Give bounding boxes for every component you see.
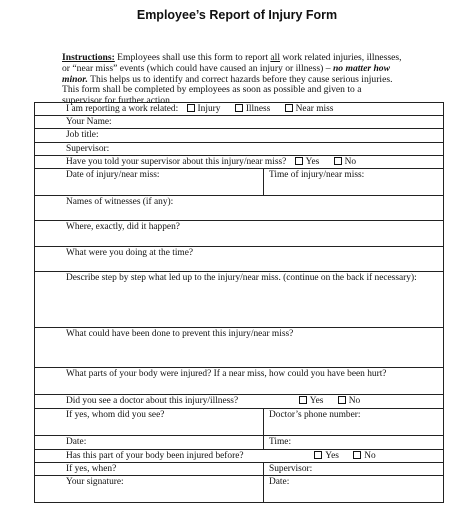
row-injured-before (35, 450, 444, 463)
row-see-doctor (35, 395, 444, 409)
whom-see-label: If yes, whom did you see? (66, 410, 165, 420)
instructions-text-3: This helps us to identify and correct hazards before they cause serious injuries. This form shall be completed by employees as soon as possible and given to a supervisor for further action. (62, 73, 393, 107)
option-near-miss-label: Near miss (295, 104, 334, 114)
form-title: Employee’s Report of Injury Form (136, 8, 338, 22)
see-doctor-question: Did you see a doctor about this injury/illness? (66, 396, 239, 406)
injured-before-yes[interactable] (308, 451, 339, 461)
reporting-type-label: I am reporting a work related: (66, 104, 179, 114)
time-of-injury-label: Time of injury/near miss: (269, 170, 365, 180)
time-of-injury-field[interactable] (264, 169, 444, 196)
witnesses-field[interactable] (35, 196, 444, 221)
row-body-parts (35, 368, 444, 395)
illness-checkbox[interactable] (235, 104, 243, 112)
where-field[interactable] (35, 221, 444, 247)
witnesses-label: Names of witnesses (if any): (66, 197, 174, 207)
injured-before-no-label: No (364, 451, 376, 461)
told-supervisor-question: Have you told your supervisor about this injury/near miss? (66, 157, 287, 167)
describe-label: Describe step by step what led up to the injury/near miss. (continue on the back if necessary): (66, 273, 417, 283)
row-date-time (35, 169, 444, 196)
row-signature (35, 476, 444, 503)
date-of-injury-label: Date of injury/near miss: (66, 170, 160, 180)
row-told-supervisor (35, 156, 444, 169)
row-whom-see (35, 409, 444, 436)
option-near-miss[interactable] (279, 104, 334, 114)
option-injury[interactable] (181, 104, 221, 114)
row-job-title (35, 129, 444, 143)
whom-see-field[interactable] (35, 409, 264, 436)
row-describe (35, 272, 444, 328)
where-label: Where, exactly, did it happen? (66, 222, 180, 232)
your-name-label: Your Name: (66, 117, 112, 127)
option-illness-label: Illness (245, 104, 271, 114)
doctor-phone-field[interactable] (264, 409, 444, 436)
if-yes-when-label: If yes, when? (66, 464, 117, 474)
row-where (35, 221, 444, 247)
signature-date-label: Date: (269, 477, 290, 487)
near-miss-checkbox[interactable] (285, 104, 293, 112)
see-doctor-yes-label: Yes (309, 396, 324, 406)
doctor-date-field[interactable] (35, 436, 264, 450)
told-supervisor-no-checkbox[interactable] (334, 157, 342, 165)
instructions-text-2: work related injuries, illnesses, or “near miss” events (which could have caused an injury or illness) – (62, 52, 402, 74)
signature-date-field[interactable] (264, 476, 444, 503)
injured-before-no[interactable] (347, 451, 375, 461)
injured-before-yes-label: Yes (325, 451, 339, 461)
told-supervisor-yes-label: Yes (305, 157, 320, 167)
your-name-field[interactable] (35, 116, 444, 129)
supervisor-2-field[interactable] (264, 463, 444, 476)
see-doctor-no-label: No (348, 396, 361, 406)
signature-field[interactable] (35, 476, 264, 503)
instructions-emphasis: no matter how minor. (62, 62, 390, 85)
see-doctor-cell (35, 395, 444, 409)
row-your-name (35, 116, 444, 129)
row-witnesses (35, 196, 444, 221)
doctor-time-field[interactable] (264, 436, 444, 450)
told-supervisor-no-label: No (344, 157, 357, 167)
injury-report-table (34, 102, 444, 503)
option-injury-label: Injury (197, 104, 221, 114)
doctor-time-label: Time: (269, 437, 292, 447)
row-supervisor (35, 143, 444, 156)
what-doing-label: What were you doing at the time? (66, 248, 194, 258)
prevent-label: What could have been done to prevent this injury/near miss? (66, 329, 294, 339)
told-supervisor-no[interactable] (328, 157, 356, 167)
signature-label: Your signature: (66, 477, 124, 487)
doctor-phone-label: Doctor’s phone number: (269, 410, 361, 420)
row-prevent (35, 328, 444, 368)
supervisor-2-label: Supervisor: (269, 464, 313, 474)
instructions-text-1: Employees shall use this form to report (114, 52, 271, 63)
supervisor-field[interactable] (35, 143, 444, 156)
row-date-time-doctor (35, 436, 444, 450)
what-doing-field[interactable] (35, 247, 444, 272)
injured-before-cell (35, 450, 444, 463)
told-supervisor-cell (35, 156, 444, 169)
body-parts-label: What parts of your body were injured? If a near miss, how could you have been hurt? (66, 369, 387, 379)
instructions-all: all (270, 52, 280, 63)
injured-before-yes-checkbox[interactable] (314, 451, 322, 459)
body-parts-field[interactable] (35, 368, 444, 395)
doctor-date-label: Date: (66, 437, 87, 447)
see-doctor-no[interactable] (332, 396, 360, 406)
told-supervisor-yes[interactable] (289, 157, 320, 167)
see-doctor-yes[interactable] (293, 396, 324, 406)
injured-before-no-checkbox[interactable] (353, 451, 361, 459)
row-what-doing (35, 247, 444, 272)
row-reporting-type (35, 103, 444, 116)
injured-before-question: Has this part of your body been injured before? (66, 451, 244, 461)
prevent-field[interactable] (35, 328, 444, 368)
instructions-lead: Instructions: (62, 52, 115, 63)
instructions-paragraph (62, 53, 402, 107)
see-doctor-no-checkbox[interactable] (338, 396, 346, 404)
row-if-yes-when (35, 463, 444, 476)
job-title-field[interactable] (35, 129, 444, 143)
supervisor-label: Supervisor: (66, 144, 110, 154)
injury-checkbox[interactable] (187, 104, 195, 112)
option-illness[interactable] (229, 104, 270, 114)
if-yes-when-field[interactable] (35, 463, 264, 476)
describe-field[interactable] (35, 272, 444, 328)
job-title-label: Job title: (66, 130, 99, 140)
told-supervisor-yes-checkbox[interactable] (295, 157, 303, 165)
reporting-type-cell (35, 103, 444, 116)
date-of-injury-field[interactable] (35, 169, 264, 196)
see-doctor-yes-checkbox[interactable] (299, 396, 307, 404)
